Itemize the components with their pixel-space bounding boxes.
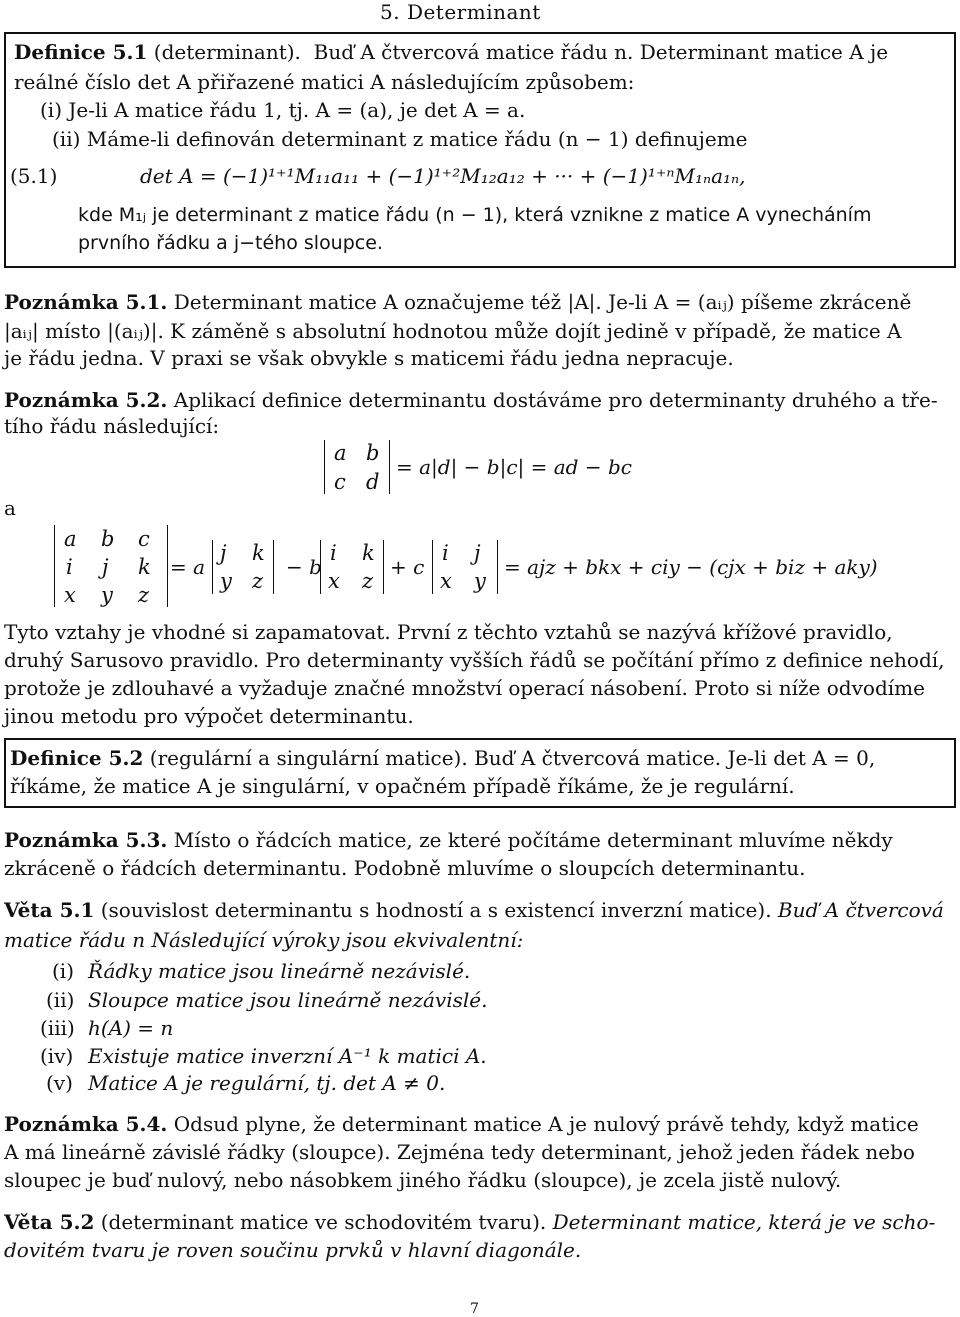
definition-5-1-line2: reálné číslo det A přiřazené matici A následujícím způsobem: xyxy=(14,70,635,94)
definition-5-2-text1: (regulární a singulární matice). Buď A čtvercová matice. Je-li det A = 0, xyxy=(149,746,876,770)
note-5-3-lead: Poznámka 5.3. xyxy=(4,828,168,852)
note-5-1-text1: Determinant matice A označujeme též |A|. Je-li A = (aᵢⱼ) píšeme zkráceně xyxy=(173,290,912,314)
theorem-5-2-line2: dovitém tvaru je roven součinu prvků v hlavní diagonále. xyxy=(4,1238,582,1262)
det2-c: c xyxy=(334,470,346,494)
note-5-4-line3: sloupec je buď nulový, nebo násobkem jiného řádku (sloupce), je zcela jistě nulový. xyxy=(4,1168,842,1192)
note-5-4-line1 xyxy=(4,1114,919,1134)
theorem-5-2-line1 xyxy=(4,1212,935,1232)
minor1-j: j xyxy=(220,541,227,565)
definition-5-1-item1: (i) Je-li A matice řádu 1, tj. A = (a), je det A = a. xyxy=(40,98,526,122)
definition-5-2-line1 xyxy=(10,748,875,768)
note-5-3-text1: Místo o řádcích matice, ze které počítáme determinant mluvíme někdy xyxy=(173,828,893,852)
note-5-4-line2: A má lineárně závislé řádky (sloupce). Zejména tedy determinant, jehož jeden řádek nebo xyxy=(4,1140,915,1164)
minor2-i: i xyxy=(330,541,337,565)
note-5-2-para4: jinou metodu pro výpočet determinantu. xyxy=(4,704,414,728)
theorem-5-1-item-num-5: (v) xyxy=(46,1071,73,1095)
note-5-1-line2: |aᵢⱼ| místo |(aᵢⱼ)|. K záměně s absolutní hodnotou může dojít jedině v případě, že matice A xyxy=(4,319,902,343)
equation-5-1: det A = (−1)¹⁺¹M₁₁a₁₁ + (−1)¹⁺²M₁₂a₁₂ + ··· + (−1)¹⁺ⁿM₁ₙa₁ₙ, xyxy=(140,164,746,188)
minor2-coefficient: − b xyxy=(286,555,322,579)
det3-y: y xyxy=(101,583,113,607)
equation-number: (5.1) xyxy=(10,164,58,188)
minor3-coefficient: + c xyxy=(390,555,425,579)
det2-result: = a|d| − b|c| = ad − bc xyxy=(396,455,632,479)
note-5-2-line2: tího řádu následující: xyxy=(4,414,220,438)
theorem-5-1-item-num-2: (ii) xyxy=(46,988,75,1012)
minor1-y: y xyxy=(220,569,232,593)
minor3-x: x xyxy=(440,569,452,593)
theorem-5-2-paren: (determinant matice ve schodovitém tvaru). xyxy=(100,1210,547,1234)
note-5-2-para3: protože je zdlouhavé a vyžaduje značné množství operací násobení. Proto si níže odvodíme xyxy=(4,676,925,700)
definition-5-1-lead: Definice 5.1 xyxy=(14,40,148,64)
det2-b: b xyxy=(366,441,380,465)
theorem-5-1-paren: (souvislost determinantu s hodností a s existencí inverzní matice). xyxy=(100,898,772,922)
note-5-2-line1 xyxy=(4,390,938,410)
note-5-2-text1: Aplikací definice determinantu dostáváme pro determinanty druhého a tře- xyxy=(173,388,938,412)
definition-5-2-line2: říkáme, že matice A je singulární, v opačném případě říkáme, že je regulární. xyxy=(10,774,795,798)
note-5-1-line3: je řádu jedna. V praxi se však obvykle s maticemi řádu jedna nepracuje. xyxy=(4,346,734,370)
minor3-y: y xyxy=(474,569,486,593)
theorem-5-1-item-1: Řádky matice jsou lineárně nezávislé. xyxy=(88,959,471,983)
theorem-5-1-line2: matice řádu n Následující výroky jsou ekvivalentní: xyxy=(4,928,524,952)
theorem-5-2-text1: Determinant matice, která je ve scho- xyxy=(552,1210,936,1234)
det3-b: b xyxy=(101,527,115,551)
theorem-5-1-line1 xyxy=(4,900,944,920)
note-5-3-line2: zkráceně o řádcích determinantu. Podobně mluvíme o sloupcích determinantu. xyxy=(4,856,806,880)
minor2-z: z xyxy=(362,569,374,593)
definition-5-1-where2: prvního řádku a j−tého sloupce. xyxy=(78,232,383,254)
note-5-1-lead: Poznámka 5.1. xyxy=(4,290,168,314)
theorem-5-1-item-5: Matice A je regulární, tj. det A ≠ 0. xyxy=(88,1071,446,1095)
note-5-3-line1 xyxy=(4,830,893,850)
running-header: 5. Determinant xyxy=(380,0,541,24)
definition-5-1-item2: (ii) Máme-li definován determinant z matice řádu (n − 1) definujeme xyxy=(52,127,748,151)
theorem-5-1-item-num-4: (iv) xyxy=(40,1044,74,1068)
theorem-5-1-item-4: Existuje matice inverzní A⁻¹ k matici A. xyxy=(88,1044,487,1068)
definition-5-1-line1 xyxy=(14,42,888,62)
det3-x: x xyxy=(64,583,76,607)
minor3-j: j xyxy=(474,541,481,565)
minor2-x: x xyxy=(328,569,340,593)
theorem-5-1-item-3: h(A) = n xyxy=(88,1016,174,1040)
minor1-coefficient: = a xyxy=(170,555,206,579)
conjunction-and: a xyxy=(4,496,16,520)
minor3-i: i xyxy=(442,541,449,565)
theorem-5-1-item-num-1: (i) xyxy=(52,959,75,983)
definition-5-2-lead: Definice 5.2 xyxy=(10,746,144,770)
minor1-k: k xyxy=(252,541,265,565)
page-number: 7 xyxy=(470,1301,479,1317)
minor1-z: z xyxy=(252,569,264,593)
definition-5-1-paren: (determinant). xyxy=(147,40,301,64)
det3-i: i xyxy=(66,555,73,579)
det3-z: z xyxy=(138,583,150,607)
det3-c: c xyxy=(138,527,150,551)
note-5-4-text1: Odsud plyne, že determinant matice A je nulový právě tehdy, když matice xyxy=(173,1112,919,1136)
theorem-5-1-lead: Věta 5.1 xyxy=(4,898,95,922)
note-5-1-line1 xyxy=(4,292,911,312)
definition-5-1-text1: Buď A čtvercová matice řádu n. Determinant matice A je xyxy=(313,40,889,64)
det2-a: a xyxy=(334,441,347,465)
theorem-5-1-item-2: Sloupce matice jsou lineárně nezávislé. xyxy=(88,988,488,1012)
minor2-k: k xyxy=(362,541,375,565)
det2-d: d xyxy=(366,470,380,494)
note-5-4-lead: Poznámka 5.4. xyxy=(4,1112,168,1136)
note-5-2-para1: Tyto vztahy je vhodné si zapamatovat. První z těchto vztahů se nazývá křížové pravidlo, xyxy=(4,620,893,644)
note-5-2-para2: druhý Sarusovo pravidlo. Pro determinanty vyšších řádů se počítání přímo z definice nehodí, xyxy=(4,648,945,672)
det3-result: = ajz + bkx + ciy − (cjx + biz + aky) xyxy=(504,555,878,579)
det3-j: j xyxy=(102,555,109,579)
definition-5-1-where1: kde M₁ⱼ je determinant z matice řádu (n − 1), která vznikne z matice A vynecháním xyxy=(78,204,872,226)
note-5-2-lead: Poznámka 5.2. xyxy=(4,388,168,412)
det3-k: k xyxy=(138,555,151,579)
theorem-5-1-text1: Buď A čtvercová xyxy=(777,898,944,922)
theorem-5-2-lead: Věta 5.2 xyxy=(4,1210,95,1234)
det3-a: a xyxy=(64,527,77,551)
theorem-5-1-item-num-3: (iii) xyxy=(40,1016,75,1040)
